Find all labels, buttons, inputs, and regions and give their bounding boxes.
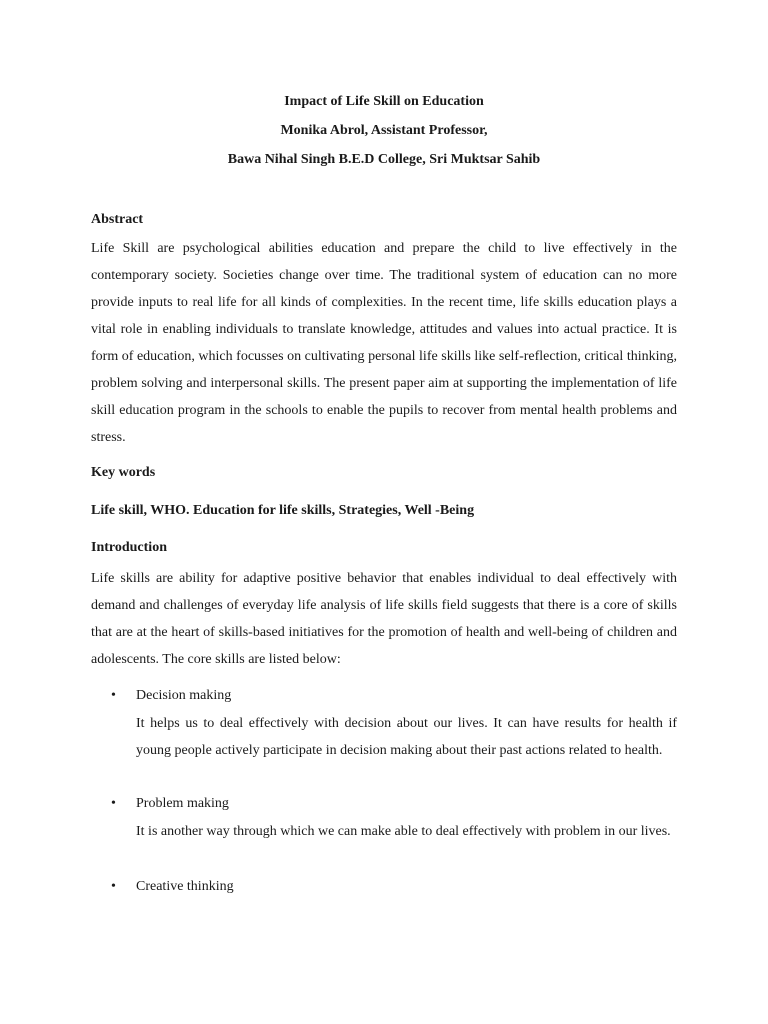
bullet-label-decision-making: Decision making [136, 688, 232, 703]
bullet-marker: • [111, 688, 116, 703]
bullet-marker: • [111, 796, 116, 811]
abstract-heading: Abstract [91, 212, 144, 227]
bullet-label-problem-making: Problem making [136, 796, 229, 811]
paper-title: Impact of Life Skill on Education [284, 94, 484, 109]
bullet-desc-problem-making: It is another way through which we can make able to deal effectively with problem in our lives. [136, 824, 671, 839]
bullet-desc-decision-making: It helps us to deal effectively with decision about our lives. It can have results for health if young people actively participate in decision making about their past actions related to health. [136, 716, 677, 758]
affiliation-line: Bawa Nihal Singh B.E.D College, Sri Muktsar Sahib [227, 152, 541, 167]
bullet-label-creative-thinking: Creative thinking [136, 879, 234, 894]
introduction-text: Life skills are ability for adaptive positive behavior that enables individual to deal effectively with demand and challenges of everyday life analysis of life skills field suggests that there is a core of skills that are at the heart of skills-based initiatives for the promotion of health and well-being of children and adolescents. The core skills are listed below: [91, 571, 677, 667]
bullet-marker: • [111, 879, 116, 894]
author-line: Monika Abrol, Assistant Professor, [280, 123, 488, 138]
introduction-heading: Introduction [91, 540, 167, 555]
keywords-heading: Key words [91, 465, 156, 480]
keywords-text: Life skill, WHO. Education for life skills, Strategies, Well -Being [91, 503, 475, 518]
abstract-text: Life Skill are psychological abilities education and prepare the child to live effectively in the contemporary society. Societies change over time. The traditional system of education can no more provide inputs to real life for all kinds of complexities. In the recent time, life skills education plays a vital role in enabling individuals to translate knowledge, attitudes and values into actual practice. It is form of education, which focusses on cultivating personal life skills like self-reflection, critical thinking, problem solving and interpersonal skills. The present paper aim at supporting the implementation of life skill education program in the schools to enable the pupils to recover from mental health problems and stress. [91, 241, 677, 445]
